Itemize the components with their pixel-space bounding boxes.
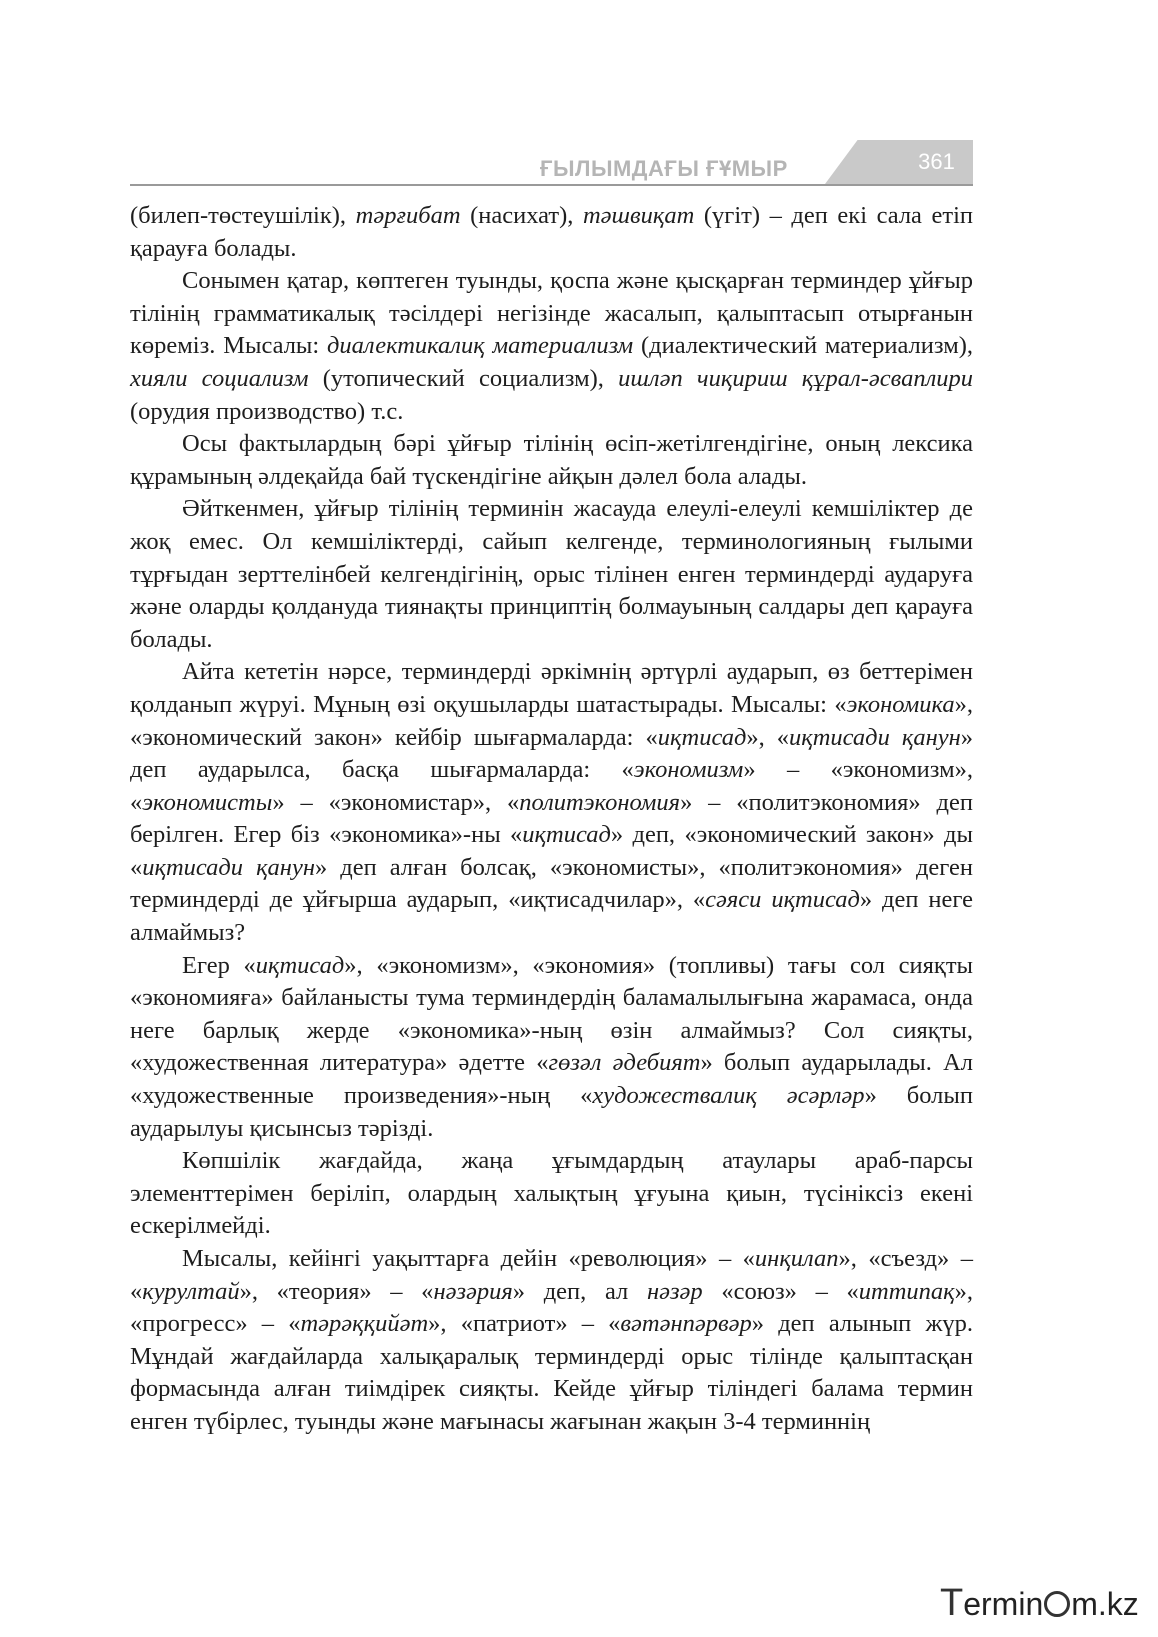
italic-term: курултай bbox=[142, 1277, 240, 1305]
text-run: », «съезд» – « bbox=[130, 1245, 973, 1305]
text-run: » деп аударылса, басқа шығармаларда: « bbox=[130, 723, 974, 784]
text-run: Көпшілік жағдайда, жаңа ұғымдардың атаулары араб-парсы элементтерімен беріліп, олардың халықтың ұғуына қиын, түсініксіз екені ескерілмейді. bbox=[130, 1147, 973, 1240]
italic-term: диалектикалиқ материализм bbox=[327, 332, 634, 360]
text-run: » – «экономистар», « bbox=[272, 788, 520, 816]
italic-term: инқилап bbox=[754, 1245, 839, 1272]
text-run: » деп алған болсақ, «экономисты», «политэкономия» деген терминдерді де ұйғырша аударып, «иқтисадчилар», « bbox=[130, 853, 973, 914]
paragraph bbox=[130, 265, 973, 428]
watermark-logo bbox=[940, 1580, 1140, 1626]
italic-term: тәрғибат bbox=[355, 202, 461, 229]
italic-term: иқтисади қанун bbox=[142, 853, 315, 881]
italic-term: вәтәнпәрвәр bbox=[620, 1310, 752, 1338]
text-run: Осы фактылардың бәрі ұйғыр тілінің өсіп-жетілгендігіне, оның лексика құрамының әлдеқайда бай түскендігіне айқын дәлел бола алады. bbox=[130, 430, 973, 490]
running-head-title: ҒЫЛЫМДАҒЫ ҒҰМЫР bbox=[540, 156, 788, 181]
italic-term: политэкономия bbox=[519, 788, 681, 816]
italic-term: нәзәрия bbox=[433, 1277, 513, 1305]
italic-term: гөзәл әдебият bbox=[548, 1049, 701, 1077]
italic-term: экономизм bbox=[633, 756, 744, 784]
paragraph bbox=[130, 428, 973, 493]
text-run: (орудия производство) т.с. bbox=[130, 397, 404, 425]
italic-term: тәшвиқат bbox=[582, 202, 695, 229]
paragraph bbox=[130, 200, 973, 265]
text-run: » деп неге алмаймыз? bbox=[130, 886, 973, 947]
italic-term: иқтисад bbox=[255, 951, 345, 979]
italic-term: художествалиқ әсәрләр bbox=[592, 1082, 865, 1110]
text-run: (билеп-төстеушілік), bbox=[130, 202, 356, 229]
text-run: (үгіт) – деп екі сала етіп қарауға болады. bbox=[130, 202, 973, 262]
text-run: » болып аударылуы қисынсыз тәрізді. bbox=[130, 1082, 973, 1142]
text-run: (насихат), bbox=[460, 202, 583, 229]
italic-term: экономика bbox=[846, 690, 955, 718]
paragraph bbox=[130, 1243, 973, 1439]
watermark-o-icon bbox=[1044, 1591, 1070, 1617]
paragraph bbox=[130, 656, 973, 949]
text-run: », «экономизм», «экономия» (топливы) тағы сол сияқты «экономияға» байланысты тума терминдердің баламалылығына жарамаса, онда неге барлық жерде «экономика»-ның өзін алмаймыз? Сол сияқты, «художественная литература» әдетте « bbox=[130, 951, 973, 1077]
italic-term: тәрәққийәт bbox=[300, 1310, 429, 1338]
text-run: Сонымен қатар, көптеген туынды, қоспа және қысқарған терминдер ұйғыр тілінің грамматикалық тәсілдері негізінде жасалып, қалыптасып отырғанын көреміз. Мысалы: bbox=[130, 267, 973, 360]
text-run: (утопический социализм), bbox=[308, 364, 619, 392]
watermark-middle: ermin bbox=[963, 1586, 1044, 1622]
text-run: Мысалы, кейінгі уақыттарға дейін «революция» – « bbox=[182, 1245, 755, 1272]
text-run: Айта кететін нәрсе, терминдерді әркімнің әртүрлі аударып, өз беттерімен қолданып жүруі. Мұның өзі оқушыларды шатастырады. Мысалы: « bbox=[130, 658, 973, 718]
text-run: » деп, ал bbox=[512, 1277, 647, 1305]
text-run: », « bbox=[746, 723, 790, 751]
text-run: Әйткенмен, ұйғыр тілінің терминін жасауда елеулі-елеулі кемшіліктер де жоқ емес. Ол кемшіліктерді, сайып келгенде, терминологияның ғылыми тұрғыдан зерттелінбей келгендігінің, орыс тілінен енген терминдерді аударуға және оларды қолдануда тиянақты принциптің болмауының салдары деп қарауға болады. bbox=[130, 495, 973, 653]
page-number: 361 bbox=[918, 149, 955, 174]
text-run: » деп алынып жүр. Мұндай жағдайларда халықаралық терминдерді орыс тілінде қалыптасқан формасында алған тиімдірек сияқты. Кейде ұйғыр тіліндегі балама термин енген түбірлес, туынды және мағынасы жағынан жақын 3-4 терминнің bbox=[130, 1310, 973, 1435]
italic-term: иқтисад bbox=[522, 821, 611, 849]
paragraph bbox=[130, 1145, 973, 1243]
paragraph bbox=[130, 950, 973, 1146]
watermark-first-letter: T bbox=[940, 1582, 964, 1624]
text-run: Егер « bbox=[182, 951, 256, 979]
header-rule bbox=[130, 184, 973, 186]
italic-term: нәзәр bbox=[646, 1277, 703, 1305]
italic-term: хияли социализм bbox=[130, 364, 309, 392]
text-run: » – «экономизм», « bbox=[130, 756, 973, 816]
body-text bbox=[130, 200, 973, 1439]
text-run: «союз» – « bbox=[702, 1277, 859, 1305]
text-run: », «теория» – « bbox=[239, 1277, 434, 1305]
italic-term: экономисты bbox=[142, 788, 273, 816]
text-run: » – «политэкономия» деп берілген. Егер біз «экономика»-ны « bbox=[130, 788, 973, 849]
paragraph bbox=[130, 493, 973, 656]
text-run: (диалектический материализм), bbox=[633, 332, 973, 360]
text-run: » деп, «экономический закон» ды « bbox=[130, 821, 973, 881]
italic-term: ишләп чиқириш құрал-әсваплири bbox=[618, 364, 973, 392]
italic-term: иқтисади қанун bbox=[789, 723, 961, 751]
text-run: », «патриот» – « bbox=[428, 1310, 621, 1338]
text-run: », «прогресс» – « bbox=[130, 1277, 973, 1338]
text-run: », «экономический закон» кейбір шығармаларда: « bbox=[130, 690, 973, 751]
italic-term: иқтисад bbox=[657, 723, 747, 751]
italic-term: сәяси иқтисад bbox=[705, 886, 860, 914]
text-run: » болып аударылады. Ал «художественные произведения»-ның « bbox=[130, 1049, 973, 1110]
watermark-after: m.kz bbox=[1071, 1586, 1139, 1622]
italic-term: иттипақ bbox=[858, 1277, 955, 1305]
